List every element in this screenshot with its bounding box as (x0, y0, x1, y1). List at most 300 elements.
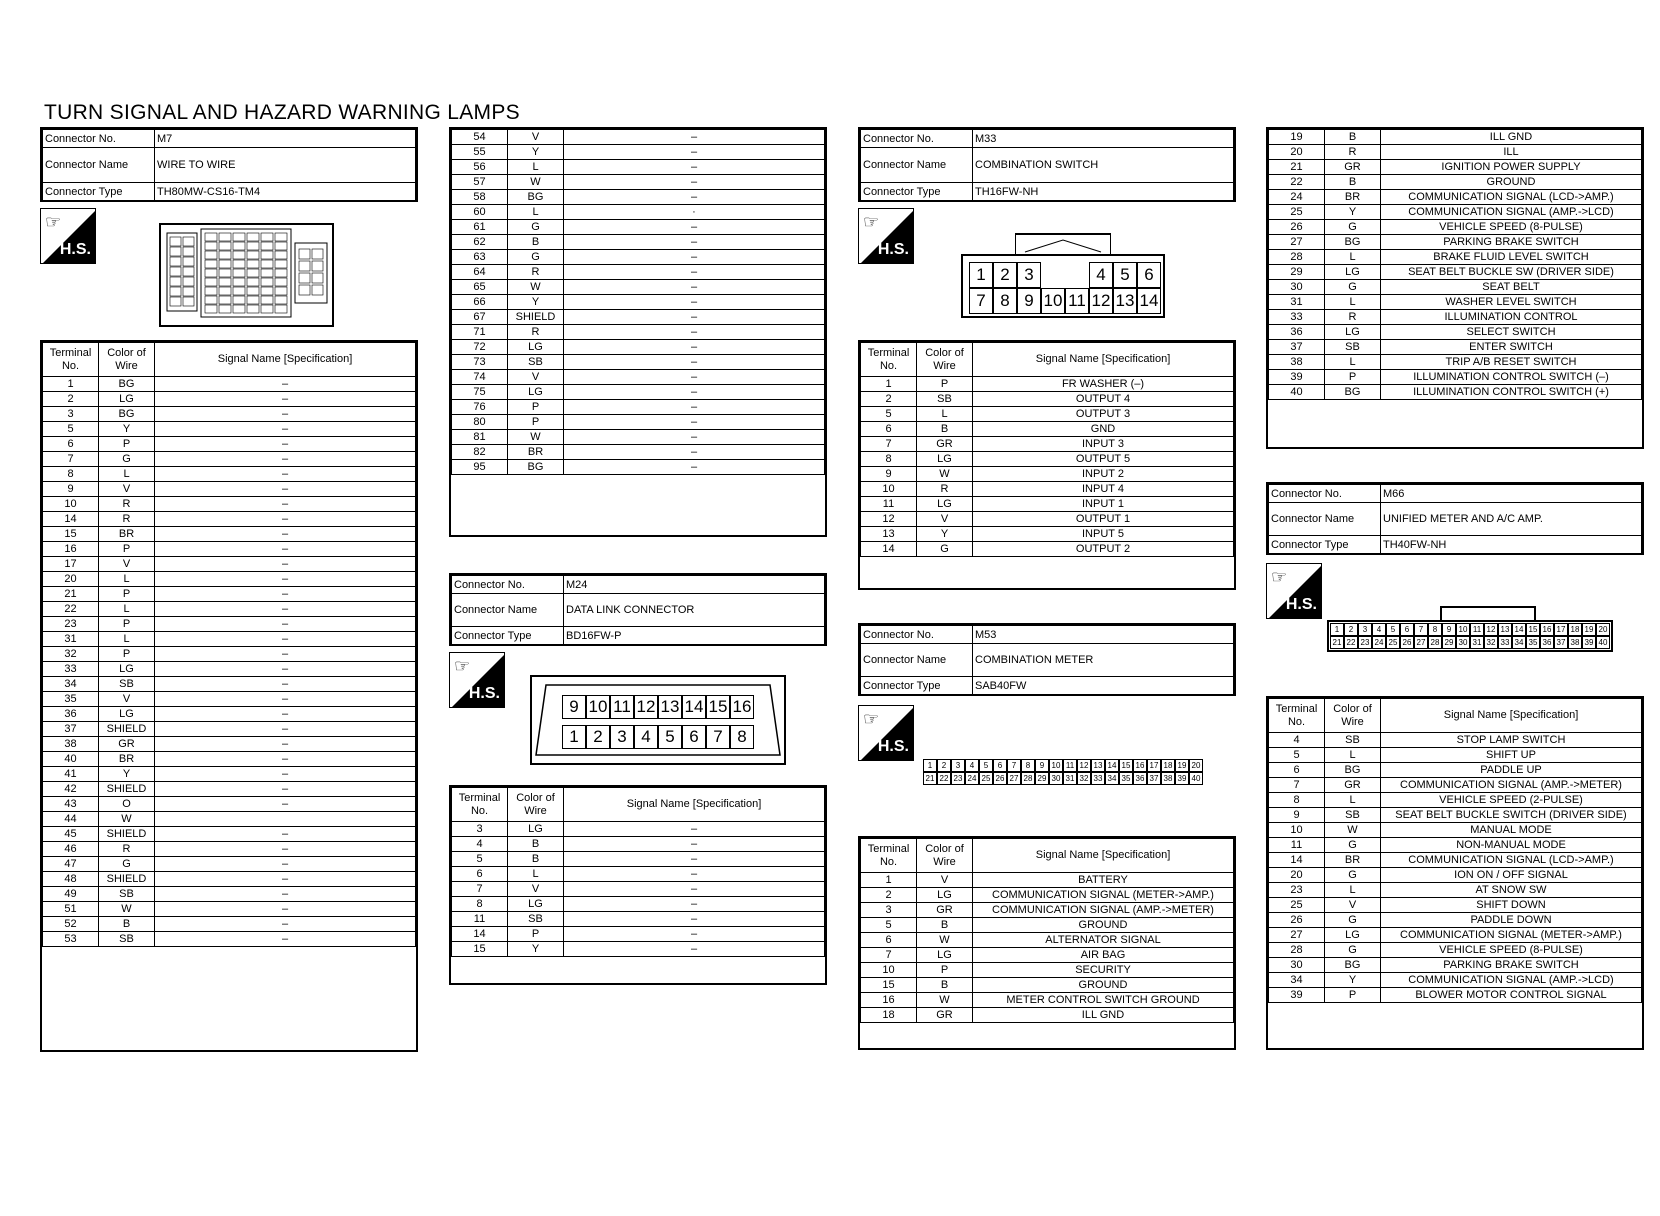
terminal-cell: 80 (452, 415, 508, 430)
wire-color-cell: LG (1325, 265, 1381, 280)
connector-pin: 38 (1161, 772, 1175, 785)
terminal-cell: 30 (1269, 280, 1325, 295)
connector-pin: 19 (1582, 623, 1596, 636)
terminal-cell: 73 (452, 355, 508, 370)
label-connector-no: Connector No. (1269, 485, 1381, 503)
signal-name-cell: – (564, 415, 825, 430)
table-row (1269, 160, 1642, 175)
m66-rows (1269, 733, 1642, 1003)
table-row (1269, 340, 1642, 355)
wire-color-cell: G (1325, 280, 1381, 295)
m24-rows (452, 822, 825, 957)
wire-color-cell: P (508, 927, 564, 942)
terminal-cell: 20 (1269, 145, 1325, 160)
connector-pin: 24 (1372, 636, 1386, 649)
connector-pin: 15 (706, 695, 730, 719)
connector-pin: 14 (1105, 759, 1119, 772)
wire-color-cell: GR (917, 437, 973, 452)
terminal-cell: 33 (43, 662, 99, 677)
wire-color-cell: SB (99, 677, 155, 692)
table-row (1269, 370, 1642, 385)
wire-color-cell: R (1325, 310, 1381, 325)
table-row (452, 175, 825, 190)
connector-pin: 8 (1428, 623, 1442, 636)
wire-color-cell: SB (99, 887, 155, 902)
terminal-cell: 27 (1269, 235, 1325, 250)
connector-pin: 3 (951, 759, 965, 772)
table-row (452, 897, 825, 912)
connector-pin: 7 (1414, 623, 1428, 636)
terminal-cell: 34 (43, 677, 99, 692)
m33-connector-no: M33 (973, 130, 1234, 148)
signal-name-cell: – (155, 827, 416, 842)
m24-connector-name: DATA LINK CONNECTOR (564, 594, 825, 627)
signal-name-cell: COMMUNICATION SIGNAL (LCD->AMP.) (1381, 190, 1642, 205)
signal-name-cell: – (564, 460, 825, 475)
connector-pin: 19 (1175, 759, 1189, 772)
signal-name-cell: PADDLE UP (1381, 763, 1642, 778)
signal-name-cell: MANUAL MODE (1381, 823, 1642, 838)
wire-color-cell: O (99, 797, 155, 812)
wire-color-cell: W (917, 993, 973, 1008)
terminal-cell: 47 (43, 857, 99, 872)
table-row (452, 445, 825, 460)
wire-color-cell: G (1325, 913, 1381, 928)
terminal-cell: 15 (43, 527, 99, 542)
table-row (1269, 220, 1642, 235)
signal-name-cell: PADDLE DOWN (1381, 913, 1642, 928)
table-row (452, 942, 825, 957)
terminal-cell: 1 (43, 377, 99, 392)
connector-pin: 7 (969, 288, 993, 314)
signal-name-cell: COMMUNICATION SIGNAL (AMP.->LCD) (1381, 205, 1642, 220)
terminal-cell: 2 (861, 888, 917, 903)
signal-name-cell: ILLUMINATION CONTROL (1381, 310, 1642, 325)
signal-name-cell: GROUND (973, 978, 1234, 993)
m24-connector-face (530, 675, 786, 765)
label-connector-name: Connector Name (861, 148, 973, 183)
wire-color-cell: BR (99, 527, 155, 542)
connector-pin: 4 (634, 725, 658, 749)
signal-name-cell: – (564, 265, 825, 280)
terminal-cell: 7 (1269, 778, 1325, 793)
signal-name-cell: SEAT BELT BUCKLE SWITCH (DRIVER SIDE) (1381, 808, 1642, 823)
signal-name-cell: – (564, 325, 825, 340)
wire-color-cell: SB (1325, 340, 1381, 355)
table-row (1269, 310, 1642, 325)
table-row (43, 617, 416, 632)
signal-name-cell: OUTPUT 5 (973, 452, 1234, 467)
terminal-cell: 5 (43, 422, 99, 437)
signal-name-cell: – (155, 392, 416, 407)
connector-pin: 8 (993, 288, 1017, 314)
signal-name-cell: SEAT BELT (1381, 280, 1642, 295)
connector-pin: 40 (1596, 636, 1610, 649)
wire-color-cell: LG (917, 497, 973, 512)
table-row (43, 467, 416, 482)
table-row (43, 887, 416, 902)
harness-side-badge: ☞ H.S. (1266, 563, 1322, 619)
table-row (43, 827, 416, 842)
table-row (452, 160, 825, 175)
table-row (452, 430, 825, 445)
terminal-cell: 40 (1269, 385, 1325, 400)
wire-color-cell: B (99, 917, 155, 932)
terminal-cell: 35 (43, 692, 99, 707)
m33-connector-name: COMBINATION SWITCH (973, 148, 1234, 183)
wire-color-cell: V (508, 370, 564, 385)
table-row (452, 400, 825, 415)
terminal-cell: 64 (452, 265, 508, 280)
table-row (861, 377, 1234, 392)
m7-connector-info (40, 127, 418, 202)
signal-name-cell: METER CONTROL SWITCH GROUND (973, 993, 1234, 1008)
connector-pin: 37 (1147, 772, 1161, 785)
signal-name-cell: – (155, 542, 416, 557)
signal-name-cell: – (564, 280, 825, 295)
terminal-cell: 18 (861, 1008, 917, 1023)
signal-name-cell: OUTPUT 1 (973, 512, 1234, 527)
table-row (43, 527, 416, 542)
signal-name-cell: ILLUMINATION CONTROL SWITCH (+) (1381, 385, 1642, 400)
signal-name-cell: SECURITY (973, 963, 1234, 978)
wire-color-cell: W (917, 467, 973, 482)
signal-name-cell: SELECT SWITCH (1381, 325, 1642, 340)
table-row (861, 452, 1234, 467)
terminal-cell: 95 (452, 460, 508, 475)
table-row (861, 392, 1234, 407)
connector-pin: 9 (1442, 623, 1456, 636)
connector-pin: 14 (1512, 623, 1526, 636)
signal-name-cell: IGNITION POWER SUPPLY (1381, 160, 1642, 175)
terminal-cell: 36 (43, 707, 99, 722)
connector-pin: 5 (1386, 623, 1400, 636)
wire-color-cell: BR (99, 752, 155, 767)
connector-pin: 1 (969, 262, 993, 288)
signal-name-cell: INPUT 5 (973, 527, 1234, 542)
wire-color-cell: B (1325, 175, 1381, 190)
table-row (452, 145, 825, 160)
table-row (43, 917, 416, 932)
signal-name-cell: – (155, 887, 416, 902)
signal-name-cell: – (155, 512, 416, 527)
wire-color-cell: GR (1325, 778, 1381, 793)
signal-name-cell: – (155, 617, 416, 632)
wire-color-cell: LG (508, 385, 564, 400)
wire-color-cell: Y (99, 422, 155, 437)
table-row (861, 948, 1234, 963)
wire-color-cell: G (917, 542, 973, 557)
wire-color-cell: V (508, 882, 564, 897)
table-row (861, 963, 1234, 978)
terminal-cell: 65 (452, 280, 508, 295)
connector-pin: 8 (1021, 759, 1035, 772)
terminal-cell: 4 (452, 837, 508, 852)
table-row (1269, 838, 1642, 853)
table-row (861, 1008, 1234, 1023)
signal-name-cell: NON-MANUAL MODE (1381, 838, 1642, 853)
terminal-cell: 30 (1269, 958, 1325, 973)
wire-color-cell: L (508, 160, 564, 175)
connector-pin: 23 (1358, 636, 1372, 649)
signal-name-cell: INPUT 4 (973, 482, 1234, 497)
m66-connector-info (1266, 482, 1644, 555)
connector-pin: 10 (1041, 288, 1065, 314)
wire-color-cell: W (917, 933, 973, 948)
signal-name-cell: BATTERY (973, 873, 1234, 888)
connector-pin: 34 (1512, 636, 1526, 649)
signal-name-cell: FR WASHER (–) (973, 377, 1234, 392)
wire-color-cell: LG (99, 662, 155, 677)
signal-name-cell: – (564, 837, 825, 852)
signal-name-cell: – (155, 602, 416, 617)
wire-color-cell: P (1325, 370, 1381, 385)
label-connector-no: Connector No. (452, 576, 564, 594)
terminal-cell: 25 (1269, 898, 1325, 913)
table-row (861, 993, 1234, 1008)
terminal-cell: 12 (861, 512, 917, 527)
wire-color-cell: G (1325, 838, 1381, 853)
wire-color-cell: B (1325, 130, 1381, 145)
wire-color-cell: R (508, 325, 564, 340)
wire-color-cell: SB (1325, 733, 1381, 748)
connector-pin: 15 (1119, 759, 1133, 772)
m33-connector-type: TH16FW-NH (973, 183, 1234, 201)
terminal-cell: 2 (861, 392, 917, 407)
terminal-cell: 2 (43, 392, 99, 407)
table-row (1269, 250, 1642, 265)
terminal-cell: 63 (452, 250, 508, 265)
terminal-cell: 38 (1269, 355, 1325, 370)
table-row (43, 722, 416, 737)
terminal-cell: 1 (861, 377, 917, 392)
table-row (43, 692, 416, 707)
wire-color-cell: P (917, 377, 973, 392)
wire-color-cell: P (917, 963, 973, 978)
connector-pin: 2 (937, 759, 951, 772)
harness-side-badge: ☞ H.S. (858, 208, 914, 264)
signal-name-cell: PARKING BRAKE SWITCH (1381, 958, 1642, 973)
signal-name-cell: – (155, 527, 416, 542)
signal-name-cell: – (564, 370, 825, 385)
connector-pin: 39 (1582, 636, 1596, 649)
connector-pin: 5 (658, 725, 682, 749)
terminal-cell: 5 (861, 918, 917, 933)
connector-pin: 16 (1540, 623, 1554, 636)
table-row (861, 918, 1234, 933)
connector-pin: 2 (993, 262, 1017, 288)
table-row (1269, 733, 1642, 748)
terminal-cell: 28 (1269, 250, 1325, 265)
table-row (452, 250, 825, 265)
m53-rows-continued (1269, 130, 1642, 400)
table-row (1269, 853, 1642, 868)
wire-color-cell: L (1325, 883, 1381, 898)
wire-color-cell: BG (1325, 763, 1381, 778)
table-row (1269, 778, 1642, 793)
table-row (43, 452, 416, 467)
table-row (452, 385, 825, 400)
wire-color-cell: BR (1325, 190, 1381, 205)
m7-rows (43, 377, 416, 947)
table-row (861, 467, 1234, 482)
signal-name-cell: PARKING BRAKE SWITCH (1381, 235, 1642, 250)
wire-color-cell: SHIELD (99, 827, 155, 842)
table-row (452, 882, 825, 897)
table-row (43, 497, 416, 512)
header-color-of-wire: Color of Wire (917, 839, 973, 873)
connector-pin: 6 (1400, 623, 1414, 636)
m7-pin-diagram (161, 225, 332, 325)
label-connector-no: Connector No. (861, 130, 973, 148)
table-row (1269, 973, 1642, 988)
wire-color-cell: B (508, 837, 564, 852)
signal-name-cell: – (155, 452, 416, 467)
signal-name-cell: – (155, 557, 416, 572)
connector-pin: 25 (1386, 636, 1400, 649)
table-row (452, 927, 825, 942)
header-color-of-wire: Color of Wire (917, 343, 973, 377)
table-row (452, 220, 825, 235)
table-row (1269, 145, 1642, 160)
signal-name-cell: – (155, 572, 416, 587)
table-row (43, 737, 416, 752)
wire-color-cell: V (99, 557, 155, 572)
terminal-cell: 61 (452, 220, 508, 235)
signal-name-cell: – (155, 872, 416, 887)
signal-name-cell: – (564, 310, 825, 325)
wire-color-cell: V (1325, 898, 1381, 913)
terminal-cell: 15 (861, 978, 917, 993)
signal-name-cell: GROUND (973, 918, 1234, 933)
wire-color-cell: P (99, 587, 155, 602)
signal-name-cell: – (564, 927, 825, 942)
connector-pin: 1 (562, 725, 586, 749)
table-row (452, 355, 825, 370)
terminal-cell: 25 (1269, 205, 1325, 220)
signal-name-cell: – (155, 767, 416, 782)
table-row (43, 677, 416, 692)
table-row (43, 557, 416, 572)
m53-pin-table-continued (1266, 127, 1644, 449)
wire-color-cell: SHIELD (99, 722, 155, 737)
table-row (861, 497, 1234, 512)
terminal-cell: 9 (861, 467, 917, 482)
m7-connector-name: WIRE TO WIRE (155, 148, 416, 183)
table-row (43, 932, 416, 947)
signal-name-cell: – (155, 737, 416, 752)
table-row (1269, 295, 1642, 310)
terminal-cell: 8 (43, 467, 99, 482)
wire-color-cell: G (1325, 868, 1381, 883)
terminal-cell: 21 (43, 587, 99, 602)
connector-pin: 18 (1161, 759, 1175, 772)
terminal-cell: 5 (1269, 748, 1325, 763)
wire-color-cell: G (99, 452, 155, 467)
table-row (452, 912, 825, 927)
terminal-cell: 28 (1269, 943, 1325, 958)
terminal-cell: 23 (1269, 883, 1325, 898)
wire-color-cell: Y (508, 145, 564, 160)
table-row (43, 662, 416, 677)
terminal-cell: 58 (452, 190, 508, 205)
wire-color-cell: L (508, 867, 564, 882)
terminal-cell: 5 (452, 852, 508, 867)
signal-name-cell: VEHICLE SPEED (8-PULSE) (1381, 220, 1642, 235)
wire-color-cell: L (917, 407, 973, 422)
wire-color-cell: SB (1325, 808, 1381, 823)
table-row (861, 542, 1234, 557)
table-row (43, 572, 416, 587)
wire-color-cell: LG (99, 707, 155, 722)
wire-color-cell: L (99, 572, 155, 587)
wire-color-cell: Y (508, 942, 564, 957)
terminal-cell: 62 (452, 235, 508, 250)
table-row (452, 370, 825, 385)
wire-color-cell: P (99, 647, 155, 662)
terminal-cell: 51 (43, 902, 99, 917)
terminal-cell: 3 (861, 903, 917, 918)
wire-color-cell: B (917, 978, 973, 993)
terminal-cell: 45 (43, 827, 99, 842)
wire-color-cell: LG (508, 340, 564, 355)
page-title: TURN SIGNAL AND HAZARD WARNING LAMPS (44, 101, 520, 124)
terminal-cell: 14 (43, 512, 99, 527)
signal-name-cell: – (155, 917, 416, 932)
m33-pin-table (858, 340, 1236, 590)
connector-pin: 38 (1568, 636, 1582, 649)
terminal-cell: 38 (43, 737, 99, 752)
wire-color-cell: W (99, 902, 155, 917)
table-row (1269, 265, 1642, 280)
terminal-cell: 11 (1269, 838, 1325, 853)
table-row (861, 873, 1234, 888)
terminal-cell: 3 (452, 822, 508, 837)
wire-color-cell: L (99, 467, 155, 482)
terminal-cell: 7 (452, 882, 508, 897)
table-row (43, 392, 416, 407)
header-terminal-no: Terminal No. (861, 839, 917, 873)
connector-pin: 2 (1344, 623, 1358, 636)
signal-name-cell: COMMUNICATION SIGNAL (LCD->AMP.) (1381, 853, 1642, 868)
terminal-cell: 22 (1269, 175, 1325, 190)
hand-icon: ☞ (1271, 567, 1288, 587)
signal-name-cell: – (564, 400, 825, 415)
connector-pin: 10 (1049, 759, 1063, 772)
connector-pin: 12 (1089, 288, 1113, 314)
signal-name-cell: – (155, 707, 416, 722)
wire-color-cell: P (99, 617, 155, 632)
signal-name-cell: ILL (1381, 145, 1642, 160)
wire-color-cell: R (99, 842, 155, 857)
table-row (43, 512, 416, 527)
connector-pin: 28 (1428, 636, 1442, 649)
signal-name-cell: – (564, 867, 825, 882)
wire-color-cell: W (508, 280, 564, 295)
signal-name-cell: – (155, 407, 416, 422)
table-row (452, 852, 825, 867)
table-row (43, 872, 416, 887)
table-row (861, 437, 1234, 452)
connector-pin: 4 (1089, 262, 1113, 288)
table-row (452, 340, 825, 355)
terminal-cell: 43 (43, 797, 99, 812)
connector-pin: 31 (1470, 636, 1484, 649)
terminal-cell: 46 (43, 842, 99, 857)
signal-name-cell: SEAT BELT BUCKLE SW (DRIVER SIDE) (1381, 265, 1642, 280)
signal-name-cell: – (564, 445, 825, 460)
signal-name-cell: – (155, 932, 416, 947)
